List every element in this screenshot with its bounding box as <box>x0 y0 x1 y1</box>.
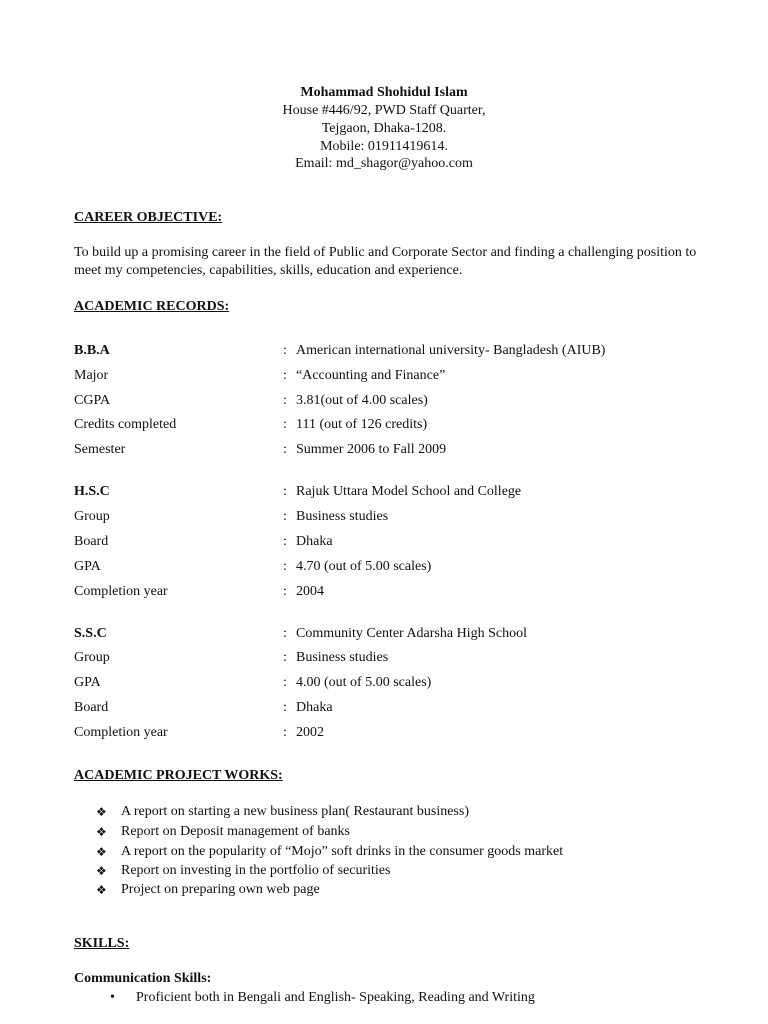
record-colon: : <box>283 417 287 432</box>
record-value: Community Center Adarsha High School <box>296 626 527 641</box>
record-label: GPA <box>74 675 101 690</box>
record-value: 111 (out of 126 credits) <box>296 417 428 432</box>
list-item: A report on the popularity of “Mojo” soft drinks in the consumer goods market <box>121 844 564 859</box>
record-colon: : <box>283 584 287 599</box>
record-colon: : <box>283 534 287 549</box>
record-value: Summer 2006 to Fall 2009 <box>296 442 447 457</box>
resume-name: Mohammad Shohidul Islam <box>300 85 468 100</box>
record-colon: : <box>283 725 287 740</box>
record-value: American international university- Bangladesh (AIUB) <box>296 343 606 358</box>
record-value: 2002 <box>296 725 324 740</box>
diamond-bullet-icon: ❖ <box>96 805 107 819</box>
record-value: Business studies <box>296 509 389 524</box>
record-label: Board <box>74 700 109 715</box>
record-label: Major <box>74 368 109 383</box>
record-colon: : <box>283 343 287 358</box>
list-item: Project on preparing own web page <box>121 882 320 897</box>
record-value: 2004 <box>296 584 324 599</box>
bullet-icon: • <box>110 990 115 1005</box>
career-objective-heading: CAREER OBJECTIVE: <box>74 210 223 225</box>
record-value: Rajuk Uttara Model School and College <box>296 484 522 499</box>
list-item: Proficient both in Bengali and English- Speaking, Reading and Writing <box>136 990 535 1005</box>
academic-records-heading: ACADEMIC RECORDS: <box>74 299 230 314</box>
record-colon: : <box>283 484 287 499</box>
record-value: Dhaka <box>296 700 333 715</box>
record-label: GPA <box>74 559 101 574</box>
diamond-bullet-icon: ❖ <box>96 883 107 897</box>
record-label: S.S.C <box>74 626 107 641</box>
record-label: Group <box>74 509 110 524</box>
record-label: Completion year <box>74 584 168 599</box>
record-colon: : <box>283 559 287 574</box>
record-colon: : <box>283 700 287 715</box>
list-item: Report on investing in the portfolio of securities <box>121 863 391 878</box>
list-item: A report on starting a new business plan( Restaurant business) <box>121 804 469 819</box>
record-value: 4.70 (out of 5.00 scales) <box>296 559 432 574</box>
communication-skills-heading: Communication Skills: <box>74 971 212 986</box>
record-colon: : <box>283 393 287 408</box>
record-label: Credits completed <box>74 417 177 432</box>
project-works-heading: ACADEMIC PROJECT WORKS: <box>74 768 283 783</box>
record-label: B.B.A <box>74 343 110 358</box>
diamond-bullet-icon: ❖ <box>96 825 107 839</box>
record-value: 3.81(out of 4.00 scales) <box>296 393 428 408</box>
record-label: Board <box>74 534 109 549</box>
record-value: “Accounting and Finance” <box>296 368 446 383</box>
record-label: CGPA <box>74 393 111 408</box>
skills-heading: SKILLS: <box>74 936 130 951</box>
record-label: Semester <box>74 442 126 457</box>
record-colon: : <box>283 509 287 524</box>
record-label: Completion year <box>74 725 168 740</box>
record-value: Business studies <box>296 650 389 665</box>
record-colon: : <box>283 368 287 383</box>
record-colon: : <box>283 650 287 665</box>
diamond-bullet-icon: ❖ <box>96 845 107 859</box>
record-colon: : <box>283 442 287 457</box>
mobile-number: Mobile: 01911419614. <box>320 139 448 154</box>
address-line-2: Tejgaon, Dhaka-1208. <box>321 121 447 136</box>
record-label: H.S.C <box>74 484 110 499</box>
diamond-bullet-icon: ❖ <box>96 864 107 878</box>
career-objective-text: To build up a promising career in the field of Public and Corporate Sector and finding a challenging position to meet my competencies, capabilities, skills, education and experience. <box>74 245 697 278</box>
email-address: Email: md_shagor@yahoo.com <box>295 156 473 171</box>
record-value: 4.00 (out of 5.00 scales) <box>296 675 432 690</box>
record-colon: : <box>283 626 287 641</box>
list-item: Report on Deposit management of banks <box>121 824 351 839</box>
record-colon: : <box>283 675 287 690</box>
address-line-1: House #446/92, PWD Staff Quarter, <box>282 103 486 118</box>
record-label: Group <box>74 650 110 665</box>
record-value: Dhaka <box>296 534 333 549</box>
